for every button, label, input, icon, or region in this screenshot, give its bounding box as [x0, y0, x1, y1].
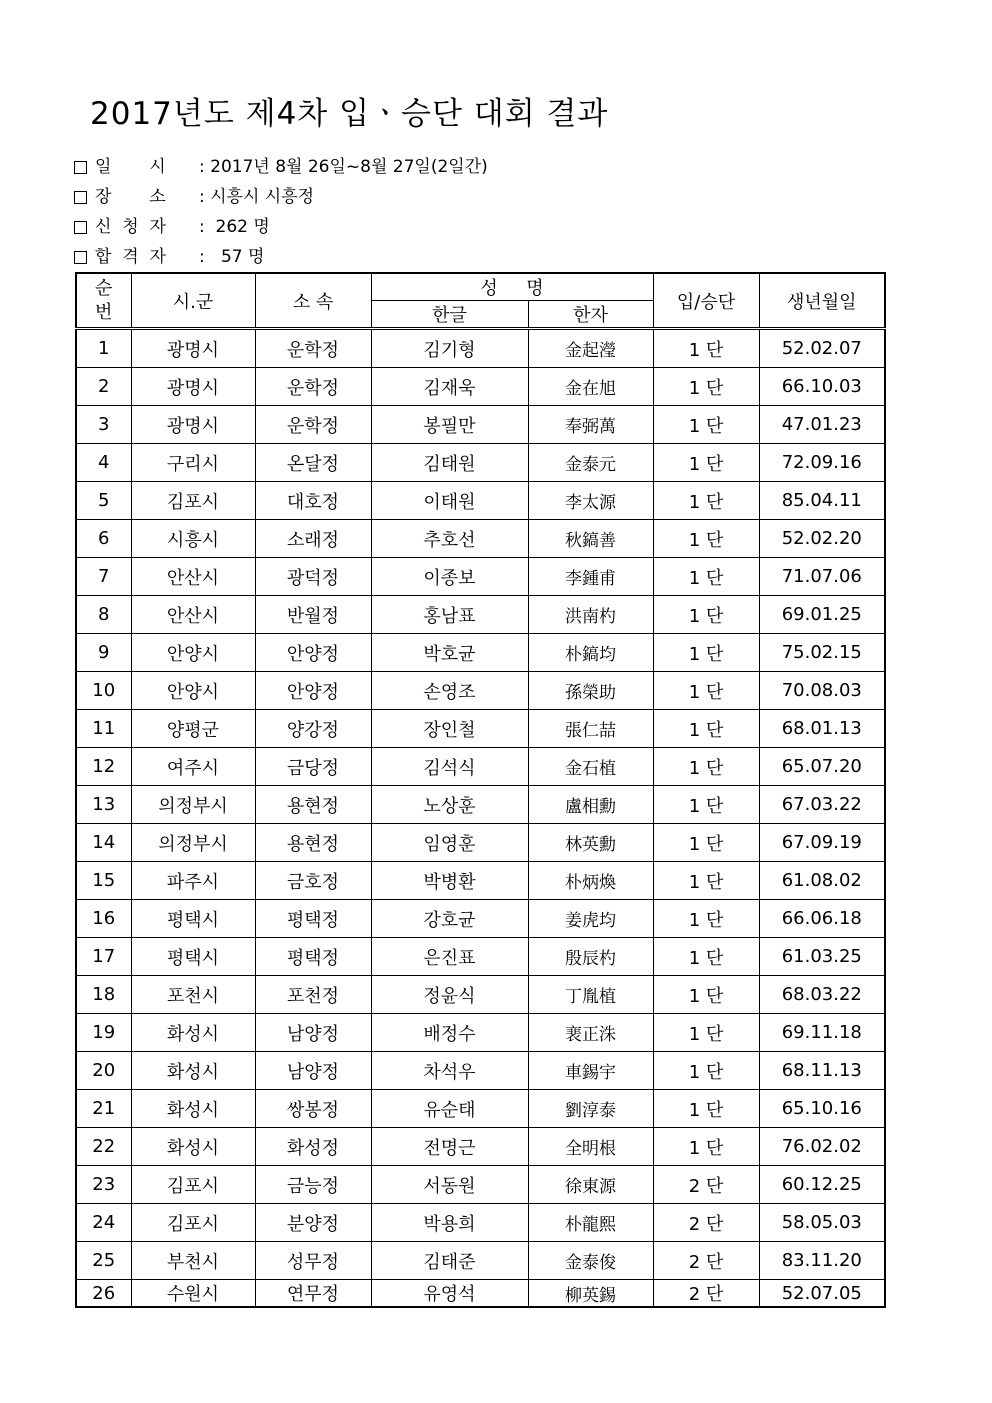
info-value: : 2017년 8월 26일~8월 27일(2일간) — [199, 157, 488, 177]
cell-name-hanja: 金在旭 — [528, 368, 653, 406]
cell-city: 시흥시 — [131, 520, 255, 558]
cell-affiliation: 안양정 — [255, 634, 371, 672]
cell-city: 구리시 — [131, 444, 255, 482]
cell-affiliation: 분양정 — [255, 1204, 371, 1242]
table-row — [76, 786, 885, 824]
header-birth: 생년월일 — [759, 273, 885, 329]
info-passed — [74, 242, 488, 272]
cell-rank: 1 단 — [653, 1052, 759, 1090]
cell-affiliation: 용현정 — [255, 824, 371, 862]
cell-rank: 1 단 — [653, 938, 759, 976]
info-label: 신 청 자 — [95, 217, 166, 237]
info-value: : 57 명 — [199, 247, 265, 267]
cell-name-hanja: 奉弼萬 — [528, 406, 653, 444]
cell-city: 안양시 — [131, 634, 255, 672]
table-row — [76, 444, 885, 482]
checkbox-square-icon — [74, 191, 87, 204]
cell-name-hanja: 劉淳泰 — [528, 1090, 653, 1128]
cell-birth: 67.03.22 — [759, 786, 885, 824]
checkbox-square-icon — [74, 251, 87, 264]
cell-affiliation: 평택정 — [255, 938, 371, 976]
cell-name-hanja: 金泰元 — [528, 444, 653, 482]
cell-birth: 60.12.25 — [759, 1166, 885, 1204]
cell-city: 부천시 — [131, 1242, 255, 1280]
cell-affiliation: 금호정 — [255, 862, 371, 900]
cell-rank: 1 단 — [653, 900, 759, 938]
cell-birth: 76.02.02 — [759, 1128, 885, 1166]
table-row — [76, 482, 885, 520]
cell-city: 안양시 — [131, 672, 255, 710]
cell-affiliation: 운학정 — [255, 406, 371, 444]
cell-affiliation: 양강정 — [255, 710, 371, 748]
cell-birth: 68.03.22 — [759, 976, 885, 1014]
cell-rank: 2 단 — [653, 1204, 759, 1242]
table-row — [76, 558, 885, 596]
cell-affiliation: 온달정 — [255, 444, 371, 482]
cell-rank: 1 단 — [653, 862, 759, 900]
header-row — [76, 273, 885, 301]
cell-affiliation: 연무정 — [255, 1280, 371, 1308]
cell-rank: 1 단 — [653, 596, 759, 634]
cell-name-hangul: 임영훈 — [371, 824, 528, 862]
cell-city: 광명시 — [131, 368, 255, 406]
cell-name-hangul: 김석식 — [371, 748, 528, 786]
cell-name-hangul: 김태원 — [371, 444, 528, 482]
info-applicants — [74, 212, 488, 242]
cell-no: 7 — [76, 558, 131, 596]
cell-birth: 71.07.06 — [759, 558, 885, 596]
header-affiliation: 소 속 — [255, 273, 371, 329]
cell-name-hangul: 은진표 — [371, 938, 528, 976]
cell-rank: 2 단 — [653, 1242, 759, 1280]
cell-name-hanja: 金泰俊 — [528, 1242, 653, 1280]
table-row — [76, 900, 885, 938]
cell-rank: 1 단 — [653, 672, 759, 710]
cell-name-hanja: 徐東源 — [528, 1166, 653, 1204]
page-title: 2017년도 제4차 입ㆍ승단 대회 결과 — [90, 96, 609, 132]
header-name: 성 명 — [371, 273, 653, 301]
cell-no: 13 — [76, 786, 131, 824]
table-row — [76, 1204, 885, 1242]
cell-no: 14 — [76, 824, 131, 862]
cell-rank: 1 단 — [653, 634, 759, 672]
cell-name-hangul: 김재욱 — [371, 368, 528, 406]
cell-name-hangul: 이종보 — [371, 558, 528, 596]
cell-name-hanja: 柳英錫 — [528, 1280, 653, 1308]
cell-rank: 1 단 — [653, 824, 759, 862]
header-hanja: 한자 — [528, 301, 653, 329]
cell-name-hangul: 장인철 — [371, 710, 528, 748]
checkbox-square-icon — [74, 221, 87, 234]
table-row — [76, 1014, 885, 1052]
cell-birth: 69.01.25 — [759, 596, 885, 634]
cell-rank: 2 단 — [653, 1166, 759, 1204]
cell-no: 22 — [76, 1128, 131, 1166]
cell-affiliation: 안양정 — [255, 672, 371, 710]
cell-no: 11 — [76, 710, 131, 748]
cell-name-hanja: 朴炳煥 — [528, 862, 653, 900]
cell-city: 화성시 — [131, 1090, 255, 1128]
cell-affiliation: 남양정 — [255, 1014, 371, 1052]
cell-rank: 1 단 — [653, 748, 759, 786]
cell-no: 4 — [76, 444, 131, 482]
checkbox-square-icon — [74, 161, 87, 174]
cell-city: 광명시 — [131, 329, 255, 368]
cell-birth: 52.02.07 — [759, 329, 885, 368]
cell-name-hangul: 유영석 — [371, 1280, 528, 1308]
cell-birth: 52.07.05 — [759, 1280, 885, 1308]
cell-name-hanja: 金起瀅 — [528, 329, 653, 368]
cell-affiliation: 소래정 — [255, 520, 371, 558]
event-info — [74, 152, 488, 272]
cell-rank: 1 단 — [653, 368, 759, 406]
table-row — [76, 672, 885, 710]
info-label: 일 시 — [95, 157, 166, 177]
cell-no: 21 — [76, 1090, 131, 1128]
cell-no: 15 — [76, 862, 131, 900]
cell-name-hanja: 朴鎬均 — [528, 634, 653, 672]
cell-city: 의정부시 — [131, 824, 255, 862]
cell-city: 화성시 — [131, 1052, 255, 1090]
cell-affiliation: 운학정 — [255, 329, 371, 368]
table-row — [76, 634, 885, 672]
cell-birth: 65.07.20 — [759, 748, 885, 786]
cell-city: 광명시 — [131, 406, 255, 444]
cell-no: 19 — [76, 1014, 131, 1052]
cell-name-hangul: 강호균 — [371, 900, 528, 938]
cell-city: 화성시 — [131, 1014, 255, 1052]
cell-birth: 72.09.16 — [759, 444, 885, 482]
cell-name-hanja: 秋鎬善 — [528, 520, 653, 558]
cell-no: 9 — [76, 634, 131, 672]
cell-affiliation: 금능정 — [255, 1166, 371, 1204]
cell-name-hanja: 洪南杓 — [528, 596, 653, 634]
table-row — [76, 406, 885, 444]
cell-city: 수원시 — [131, 1280, 255, 1308]
cell-city: 포천시 — [131, 976, 255, 1014]
cell-name-hangul: 서동원 — [371, 1166, 528, 1204]
cell-name-hangul: 봉필만 — [371, 406, 528, 444]
cell-name-hangul: 추호선 — [371, 520, 528, 558]
cell-city: 화성시 — [131, 1128, 255, 1166]
cell-birth: 58.05.03 — [759, 1204, 885, 1242]
cell-birth: 70.08.03 — [759, 672, 885, 710]
cell-rank: 1 단 — [653, 444, 759, 482]
cell-birth: 68.01.13 — [759, 710, 885, 748]
cell-birth: 61.03.25 — [759, 938, 885, 976]
cell-city: 평택시 — [131, 938, 255, 976]
cell-city: 의정부시 — [131, 786, 255, 824]
cell-birth: 75.02.15 — [759, 634, 885, 672]
cell-affiliation: 광덕정 — [255, 558, 371, 596]
cell-no: 1 — [76, 329, 131, 368]
cell-rank: 1 단 — [653, 558, 759, 596]
cell-name-hangul: 손영조 — [371, 672, 528, 710]
cell-city: 파주시 — [131, 862, 255, 900]
cell-affiliation: 성무정 — [255, 1242, 371, 1280]
cell-birth: 83.11.20 — [759, 1242, 885, 1280]
cell-city: 김포시 — [131, 1166, 255, 1204]
cell-no: 5 — [76, 482, 131, 520]
cell-birth: 52.02.20 — [759, 520, 885, 558]
cell-name-hangul: 배정수 — [371, 1014, 528, 1052]
cell-affiliation: 포천정 — [255, 976, 371, 1014]
cell-name-hanja: 殷辰杓 — [528, 938, 653, 976]
cell-name-hanja: 丁胤植 — [528, 976, 653, 1014]
cell-name-hangul: 김기형 — [371, 329, 528, 368]
cell-city: 김포시 — [131, 482, 255, 520]
table-row — [76, 1242, 885, 1280]
cell-no: 18 — [76, 976, 131, 1014]
cell-birth: 69.11.18 — [759, 1014, 885, 1052]
table-row — [76, 1280, 885, 1308]
header-rank: 입/승단 — [653, 273, 759, 329]
cell-rank: 1 단 — [653, 520, 759, 558]
cell-rank: 1 단 — [653, 1014, 759, 1052]
cell-name-hanja: 張仁喆 — [528, 710, 653, 748]
cell-name-hanja: 盧相勳 — [528, 786, 653, 824]
cell-name-hangul: 박용희 — [371, 1204, 528, 1242]
cell-name-hangul: 차석우 — [371, 1052, 528, 1090]
cell-affiliation: 남양정 — [255, 1052, 371, 1090]
cell-name-hanja: 金石植 — [528, 748, 653, 786]
cell-name-hanja: 李鍾甫 — [528, 558, 653, 596]
cell-no: 16 — [76, 900, 131, 938]
cell-birth: 85.04.11 — [759, 482, 885, 520]
cell-name-hangul: 홍남표 — [371, 596, 528, 634]
cell-no: 10 — [76, 672, 131, 710]
cell-rank: 1 단 — [653, 482, 759, 520]
table-row — [76, 1090, 885, 1128]
cell-name-hangul: 노상훈 — [371, 786, 528, 824]
cell-rank: 1 단 — [653, 786, 759, 824]
cell-rank: 1 단 — [653, 710, 759, 748]
cell-affiliation: 용현정 — [255, 786, 371, 824]
table-row — [76, 938, 885, 976]
cell-name-hangul: 박호균 — [371, 634, 528, 672]
cell-city: 양평군 — [131, 710, 255, 748]
cell-city: 안산시 — [131, 558, 255, 596]
header-hangul: 한글 — [371, 301, 528, 329]
cell-no: 23 — [76, 1166, 131, 1204]
results-table — [75, 272, 886, 1308]
cell-name-hanja: 孫榮助 — [528, 672, 653, 710]
cell-name-hangul: 유순태 — [371, 1090, 528, 1128]
cell-name-hangul: 박병환 — [371, 862, 528, 900]
cell-birth: 68.11.13 — [759, 1052, 885, 1090]
table-row — [76, 824, 885, 862]
cell-rank: 1 단 — [653, 976, 759, 1014]
info-venue — [74, 182, 488, 212]
cell-birth: 47.01.23 — [759, 406, 885, 444]
table-row — [76, 329, 885, 368]
cell-affiliation: 대호정 — [255, 482, 371, 520]
cell-affiliation: 평택정 — [255, 900, 371, 938]
cell-no: 8 — [76, 596, 131, 634]
table-row — [76, 862, 885, 900]
cell-city: 김포시 — [131, 1204, 255, 1242]
cell-affiliation: 반월정 — [255, 596, 371, 634]
cell-birth: 66.10.03 — [759, 368, 885, 406]
table-row — [76, 748, 885, 786]
cell-name-hangul: 전명근 — [371, 1128, 528, 1166]
table-row — [76, 976, 885, 1014]
info-value: : 시흥시 시흥정 — [199, 187, 315, 207]
table-row — [76, 520, 885, 558]
cell-name-hanja: 林英勳 — [528, 824, 653, 862]
cell-name-hanja: 全明根 — [528, 1128, 653, 1166]
cell-no: 26 — [76, 1280, 131, 1308]
info-value: : 262 명 — [199, 217, 270, 237]
cell-affiliation: 금당정 — [255, 748, 371, 786]
cell-birth: 65.10.16 — [759, 1090, 885, 1128]
cell-affiliation: 쌍봉정 — [255, 1090, 371, 1128]
cell-rank: 1 단 — [653, 1090, 759, 1128]
info-label: 합 격 자 — [95, 247, 166, 267]
table-row — [76, 710, 885, 748]
table-row — [76, 596, 885, 634]
cell-no: 17 — [76, 938, 131, 976]
cell-rank: 1 단 — [653, 1128, 759, 1166]
table-row — [76, 1128, 885, 1166]
cell-rank: 1 단 — [653, 406, 759, 444]
cell-no: 6 — [76, 520, 131, 558]
cell-no: 24 — [76, 1204, 131, 1242]
cell-city: 안산시 — [131, 596, 255, 634]
cell-no: 3 — [76, 406, 131, 444]
cell-birth: 67.09.19 — [759, 824, 885, 862]
cell-city: 평택시 — [131, 900, 255, 938]
cell-name-hanja: 車錫宇 — [528, 1052, 653, 1090]
cell-no: 25 — [76, 1242, 131, 1280]
table-row — [76, 1052, 885, 1090]
cell-no: 2 — [76, 368, 131, 406]
header-no: 순 번 — [76, 273, 131, 329]
cell-name-hangul: 김태준 — [371, 1242, 528, 1280]
table-row — [76, 368, 885, 406]
table-row — [76, 1166, 885, 1204]
cell-name-hanja: 裵正洙 — [528, 1014, 653, 1052]
cell-name-hangul: 정윤식 — [371, 976, 528, 1014]
cell-name-hangul: 이태원 — [371, 482, 528, 520]
cell-birth: 66.06.18 — [759, 900, 885, 938]
cell-name-hanja: 朴龍熙 — [528, 1204, 653, 1242]
cell-no: 12 — [76, 748, 131, 786]
cell-city: 여주시 — [131, 748, 255, 786]
cell-affiliation: 운학정 — [255, 368, 371, 406]
info-date — [74, 152, 488, 182]
cell-no: 20 — [76, 1052, 131, 1090]
cell-birth: 61.08.02 — [759, 862, 885, 900]
cell-name-hanja: 李太源 — [528, 482, 653, 520]
cell-rank: 1 단 — [653, 329, 759, 368]
header-city: 시.군 — [131, 273, 255, 329]
cell-name-hanja: 姜虎均 — [528, 900, 653, 938]
info-label: 장 소 — [95, 187, 166, 207]
cell-affiliation: 화성정 — [255, 1128, 371, 1166]
cell-rank: 2 단 — [653, 1280, 759, 1308]
